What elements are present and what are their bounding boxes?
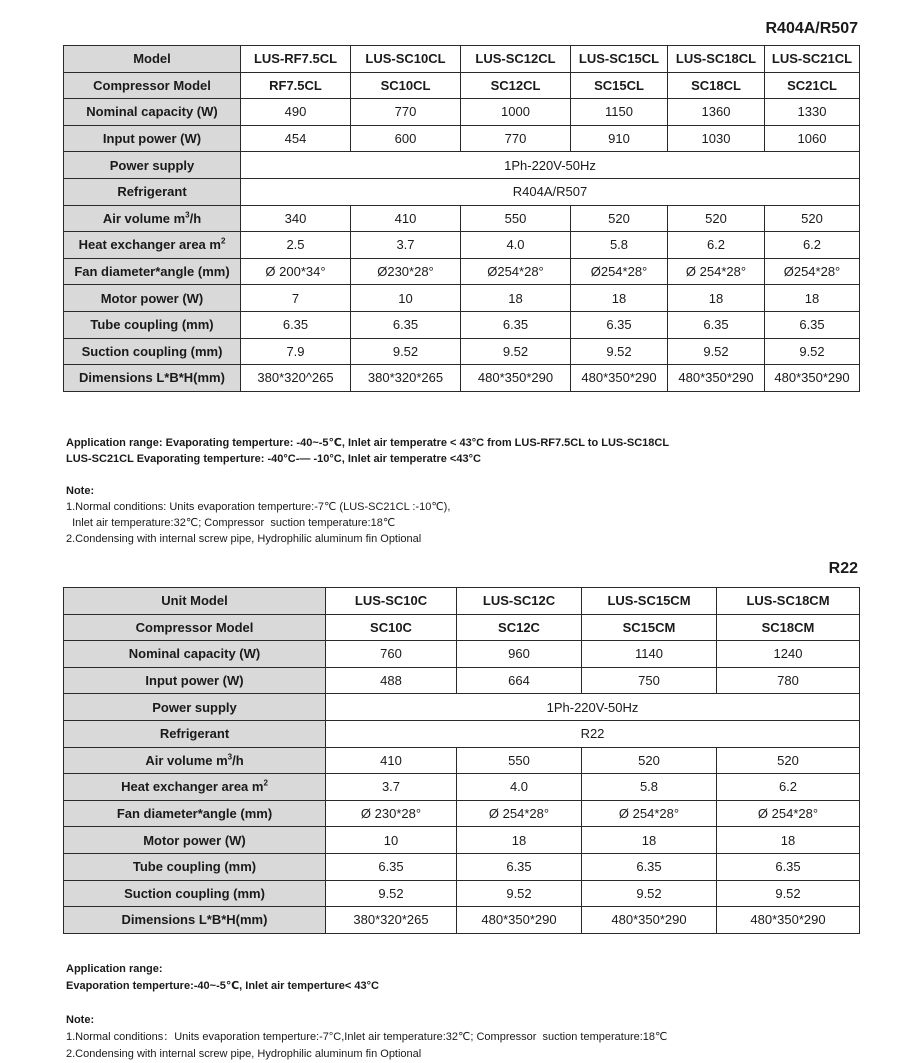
row-label-cell [64, 258, 241, 285]
value-cell: Ø 254*28° [717, 800, 860, 827]
value-cell: 6.2 [668, 232, 765, 259]
row-label: Compressor Model [135, 619, 254, 635]
value-cell: Ø 230*28° [326, 800, 457, 827]
value-cell: 6.35 [241, 311, 351, 338]
value-cell: Ø 254*28° [668, 258, 765, 285]
value-cell: SC18CM [717, 614, 860, 641]
value-cell: 1240 [717, 641, 860, 668]
value-cell: 480*350*290 [582, 907, 717, 934]
value-cell: 4.0 [457, 774, 582, 801]
value-cell: 750 [582, 667, 717, 694]
value-cell: Ø 254*28° [457, 800, 582, 827]
table-row [64, 853, 860, 880]
note-title: Note: [66, 1014, 95, 1026]
row-label: Air volume m [102, 210, 186, 226]
row-label-cell [64, 907, 326, 934]
row-label-cell [64, 774, 326, 801]
value-cell: 9.52 [668, 338, 765, 365]
value-cell: 550 [457, 747, 582, 774]
row-label-suffix: /h [232, 752, 244, 768]
model-header-cell: LUS-SC12C [457, 588, 582, 615]
value-cell: 9.52 [582, 880, 717, 907]
value-cell: 6.35 [326, 853, 457, 880]
table-row [64, 258, 860, 285]
spanned-value-cell: 1Ph-220V-50Hz [241, 152, 860, 179]
table-row [64, 285, 860, 312]
value-cell: Ø230*28° [351, 258, 461, 285]
value-cell: SC12C [457, 614, 582, 641]
model-header-cell: LUS-RF7.5CL [241, 46, 351, 73]
value-cell: 480*350*290 [668, 365, 765, 392]
value-cell: 9.52 [457, 880, 582, 907]
value-cell: SC12CL [461, 72, 571, 99]
table-row [64, 178, 860, 205]
row-label-cell [64, 720, 326, 747]
value-cell: 5.8 [571, 232, 668, 259]
row-label-superscript: 2 [263, 779, 268, 789]
value-cell: 340 [241, 205, 351, 232]
value-cell: 1330 [765, 99, 860, 126]
row-label-cell [64, 800, 326, 827]
row-label: Motor power (W) [100, 290, 204, 306]
value-cell: 1030 [668, 125, 765, 152]
value-cell: SC18CL [668, 72, 765, 99]
table-row [64, 125, 860, 152]
model-header-cell: LUS-SC10CL [351, 46, 461, 73]
value-cell: 9.52 [717, 880, 860, 907]
spanned-value-cell: R22 [326, 720, 860, 747]
value-cell: 550 [461, 205, 571, 232]
value-cell: 490 [241, 99, 351, 126]
model-header-cell: LUS-SC10C [326, 588, 457, 615]
value-cell: 18 [717, 827, 860, 854]
spanned-value-cell: 1Ph-220V-50Hz [326, 694, 860, 721]
value-cell: 600 [351, 125, 461, 152]
value-cell: 18 [571, 285, 668, 312]
row-label-superscript: 3 [185, 210, 190, 220]
row-label-cell [64, 152, 241, 179]
row-label: Air volume m [145, 752, 228, 768]
application-range-line1: Application range: Evaporating temperture: -40~-5℃, Inlet air temperatre < 43°C from LUS-RF7.5CL to LUS-SC18CL [66, 437, 670, 449]
application-notes-r404a [66, 419, 669, 547]
row-label: Input power (W) [102, 131, 202, 147]
application-notes-r22 [66, 944, 667, 1063]
table-row [64, 667, 860, 694]
value-cell: 1140 [582, 641, 717, 668]
row-label: Suction coupling (mm) [124, 885, 265, 901]
row-label: Fan diameter*angle (mm) [74, 264, 230, 280]
row-label: Heat exchanger area m [121, 779, 264, 795]
value-cell: 480*350*290 [571, 365, 668, 392]
row-label-cell [64, 667, 326, 694]
value-cell: 480*350*290 [461, 365, 571, 392]
value-cell: 7.9 [241, 338, 351, 365]
note-title: Note: [66, 485, 95, 497]
table-row [64, 641, 860, 668]
row-label: Dimensions L*B*H(mm) [121, 912, 268, 928]
value-cell: 18 [461, 285, 571, 312]
refrigerant-tag-r22: R22 [828, 560, 858, 577]
row-label-cell [64, 614, 326, 641]
row-label: Compressor Model [93, 77, 211, 93]
table-header-row [64, 46, 860, 73]
row-label: Power supply [152, 699, 237, 715]
table-row [64, 205, 860, 232]
row-label-cell [64, 178, 241, 205]
row-label-superscript: 3 [227, 752, 233, 762]
value-cell: 380*320*265 [326, 907, 457, 934]
table-row [64, 72, 860, 99]
value-cell: Ø 254*28° [582, 800, 717, 827]
value-cell: SC10CL [351, 72, 461, 99]
value-cell: 488 [326, 667, 457, 694]
value-cell: 1360 [668, 99, 765, 126]
model-header-cell: LUS-SC18CL [668, 46, 765, 73]
row-label-cell [64, 232, 241, 259]
row-label-cell [64, 365, 241, 392]
row-label: Nominal capacity (W) [128, 646, 261, 662]
value-cell: 6.35 [351, 311, 461, 338]
table-row [64, 614, 860, 641]
value-cell: 6.2 [765, 232, 860, 259]
value-cell: 10 [351, 285, 461, 312]
value-cell: 6.35 [461, 311, 571, 338]
value-cell: 7 [241, 285, 351, 312]
value-cell: 9.52 [326, 880, 457, 907]
value-cell: 9.52 [765, 338, 860, 365]
row-label-cell [64, 99, 241, 126]
table-row [64, 907, 860, 934]
value-cell: 410 [326, 747, 457, 774]
application-range-line: Evaporation temperture:-40~-5℃, Inlet air temperture< 43°C [66, 980, 379, 992]
value-cell: 2.5 [241, 232, 351, 259]
table-row [64, 747, 860, 774]
spanned-value-cell: R404A/R507 [241, 178, 860, 205]
model-header-cell: LUS-SC15CL [571, 46, 668, 73]
model-header-cell: LUS-SC12CL [461, 46, 571, 73]
row-label: Heat exchanger area m [78, 237, 221, 253]
row-label: Tube coupling (mm) [90, 317, 214, 333]
value-cell: 960 [457, 641, 582, 668]
row-label-cell [64, 641, 326, 668]
row-label-cell [64, 125, 241, 152]
value-cell: 4.0 [461, 232, 571, 259]
value-cell: 1060 [765, 125, 860, 152]
row-label-cell [64, 880, 326, 907]
value-cell: 780 [717, 667, 860, 694]
note-line-1: 1.Normal conditions: Units evaporation temperture:-7℃ (LUS-SC21CL :-10℃), [66, 501, 451, 513]
row-label-cell [64, 285, 241, 312]
table-row [64, 880, 860, 907]
value-cell: 520 [582, 747, 717, 774]
header-label-cell: Model [64, 46, 241, 73]
value-cell: SC21CL [765, 72, 860, 99]
value-cell: 9.52 [351, 338, 461, 365]
value-cell: 380*320^265 [241, 365, 351, 392]
value-cell: 9.52 [571, 338, 668, 365]
value-cell: Ø 200*34° [241, 258, 351, 285]
value-cell: Ø254*28° [461, 258, 571, 285]
value-cell: 454 [241, 125, 351, 152]
value-cell: 6.35 [457, 853, 582, 880]
note-line-1b: Inlet air temperature:32℃; Compressor suction temperature:18℃ [66, 517, 396, 529]
value-cell: 1150 [571, 99, 668, 126]
row-label-superscript: 2 [220, 237, 226, 247]
value-cell: Ø254*28° [765, 258, 860, 285]
value-cell: 6.2 [717, 774, 860, 801]
value-cell: 910 [571, 125, 668, 152]
row-label-cell [64, 338, 241, 365]
note-line-1: 1.Normal conditions：Units evaporation temperture:-7°C,Inlet air temperature:32℃; Compressor suction temperature:18℃ [66, 1031, 668, 1043]
table-row [64, 99, 860, 126]
value-cell: RF7.5CL [241, 72, 351, 99]
table-row [64, 800, 860, 827]
row-label-suffix: /h [189, 210, 202, 226]
row-label-cell [64, 853, 326, 880]
table-row [64, 720, 860, 747]
refrigerant-tag-r404a: R404A/R507 [765, 20, 858, 37]
table-row [64, 232, 860, 259]
row-label: Tube coupling (mm) [132, 859, 257, 875]
row-label-cell [64, 694, 326, 721]
table-row [64, 311, 860, 338]
value-cell: 9.52 [461, 338, 571, 365]
row-label-cell [64, 747, 326, 774]
row-label: Dimensions L*B*H(mm) [79, 370, 225, 386]
spec-table-r404a [63, 45, 860, 392]
value-cell: 760 [326, 641, 457, 668]
value-cell: 6.35 [571, 311, 668, 338]
table-row [64, 774, 860, 801]
value-cell: 770 [461, 125, 571, 152]
value-cell: 480*350*290 [717, 907, 860, 934]
value-cell: 18 [457, 827, 582, 854]
row-label: Motor power (W) [143, 832, 246, 848]
value-cell: 480*350*290 [765, 365, 860, 392]
row-label: Refrigerant [117, 184, 187, 200]
application-range-title: Application range: [66, 963, 163, 975]
value-cell: 5.8 [582, 774, 717, 801]
row-label-cell [64, 827, 326, 854]
application-range-line2: LUS-SC21CL Evaporating temperture: -40°C-— -10°C, Inlet air temperatre <43°C [66, 453, 481, 465]
header-label-cell: Unit Model [64, 588, 326, 615]
value-cell: 10 [326, 827, 457, 854]
value-cell: 6.35 [717, 853, 860, 880]
value-cell: 410 [351, 205, 461, 232]
model-header-cell: LUS-SC21CL [765, 46, 860, 73]
row-label: Refrigerant [159, 726, 230, 742]
table-row [64, 365, 860, 392]
note-line-2: 2.Condensing with internal screw pipe, Hydrophilic aluminum fin Optional [66, 533, 422, 545]
value-cell: 18 [668, 285, 765, 312]
table-row [64, 694, 860, 721]
value-cell: 520 [571, 205, 668, 232]
row-label-cell [64, 72, 241, 99]
value-cell: 6.35 [668, 311, 765, 338]
value-cell: 520 [717, 747, 860, 774]
value-cell: 3.7 [326, 774, 457, 801]
value-cell: Ø254*28° [571, 258, 668, 285]
value-cell: 3.7 [351, 232, 461, 259]
note-line-2: 2.Condensing with internal screw pipe, Hydrophilic aluminum fin Optional [66, 1048, 422, 1060]
value-cell: 380*320*265 [351, 365, 461, 392]
row-label: Nominal capacity (W) [86, 104, 218, 120]
value-cell: 770 [351, 99, 461, 126]
table-row [64, 338, 860, 365]
value-cell: 1000 [461, 99, 571, 126]
value-cell: SC15CM [582, 614, 717, 641]
row-label: Input power (W) [145, 673, 244, 689]
value-cell: 480*350*290 [457, 907, 582, 934]
value-cell: 6.35 [582, 853, 717, 880]
value-cell: 6.35 [765, 311, 860, 338]
table-row [64, 827, 860, 854]
row-label-cell [64, 311, 241, 338]
row-label: Fan diameter*angle (mm) [116, 806, 273, 822]
value-cell: 520 [765, 205, 860, 232]
model-header-cell: LUS-SC15CM [582, 588, 717, 615]
value-cell: 18 [765, 285, 860, 312]
model-header-cell: LUS-SC18CM [717, 588, 860, 615]
row-label: Power supply [109, 157, 195, 173]
value-cell: SC15CL [571, 72, 668, 99]
value-cell: 520 [668, 205, 765, 232]
value-cell: 18 [582, 827, 717, 854]
row-label-cell [64, 205, 241, 232]
value-cell: 664 [457, 667, 582, 694]
row-label: Suction coupling (mm) [81, 343, 223, 359]
table-header-row [64, 588, 860, 615]
value-cell: SC10C [326, 614, 457, 641]
table-row [64, 152, 860, 179]
spec-table-r22 [63, 587, 860, 934]
